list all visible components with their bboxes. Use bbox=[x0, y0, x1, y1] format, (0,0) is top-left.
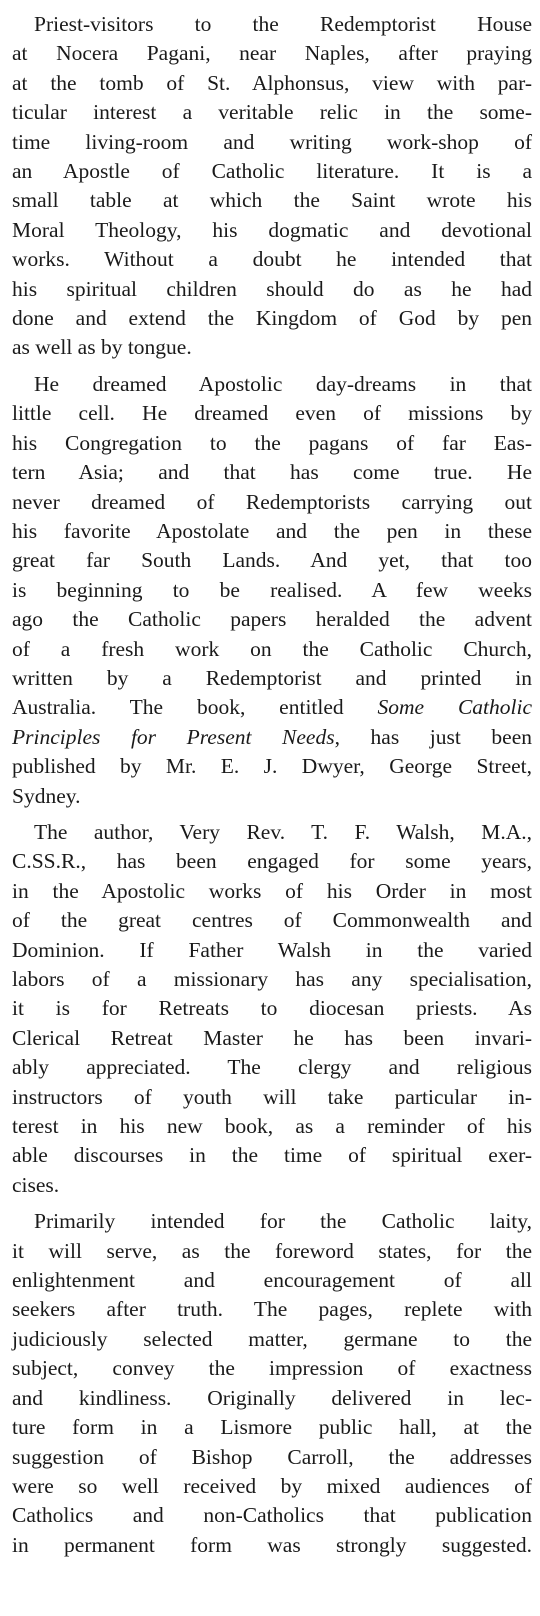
text-line: published by Mr. E. J. Dwyer, George Street, bbox=[12, 754, 532, 779]
book-title-part-2: Principles for Present Needs bbox=[12, 724, 335, 749]
text-line: in the Apostolic works of his Order in most bbox=[12, 878, 532, 903]
text-line: The author, Very Rev. T. F. Walsh, M.A., bbox=[34, 819, 532, 844]
text-fragment: Australia. The book, entitled bbox=[12, 695, 378, 720]
text-line: of the great centres of Commonwealth and bbox=[12, 908, 532, 933]
text-line: enlightenment and encouragement of all bbox=[12, 1268, 532, 1293]
text-line: Priest-visitors to the Redemptorist House bbox=[34, 12, 532, 36]
text-line: his Congregation to the pagans of far Eas- bbox=[12, 430, 532, 455]
text-line: his favorite Apostolate and the pen in these bbox=[12, 518, 532, 543]
text-line: able discourses in the time of spiritual exer- bbox=[12, 1143, 532, 1168]
text-line: Primarily intended for the Catholic laity, bbox=[34, 1209, 532, 1234]
text-line: of a fresh work on the Catholic Church, bbox=[12, 636, 532, 661]
text-line: labors of a missionary has any specialisation, bbox=[12, 967, 532, 991]
text-line: his spiritual children should do as he had bbox=[12, 276, 532, 301]
text-line: cises. bbox=[12, 1172, 60, 1197]
text-line: He dreamed Apostolic day-dreams in that bbox=[34, 371, 532, 396]
text-line: instructors of youth will take particular in- bbox=[12, 1084, 532, 1109]
text-line-with-title bbox=[12, 693, 532, 722]
text-line: and kindliness. Originally delivered in lec- bbox=[12, 1385, 532, 1410]
text-line: small table at which the Saint wrote his bbox=[12, 188, 532, 213]
text-line: is beginning to be realised. A few weeks bbox=[12, 577, 532, 602]
text-line: time living-room and writing work-shop of bbox=[12, 129, 532, 154]
text-line: Clerical Retreat Master he has been invari- bbox=[12, 1025, 532, 1050]
text-line: it will serve, as the foreword states, for the bbox=[12, 1238, 532, 1263]
text-line: works. Without a doubt he intended that bbox=[12, 247, 532, 272]
text-line: at the tomb of St. Alphonsus, view with par- bbox=[12, 70, 532, 95]
text-line: at Nocera Pagani, near Naples, after praying bbox=[12, 41, 532, 66]
text-line: ture form in a Lismore public hall, at the bbox=[12, 1415, 532, 1440]
text-line: tern Asia; and that has come true. He bbox=[12, 460, 532, 485]
text-line: subject, convey the impression of exactness bbox=[12, 1356, 532, 1381]
text-line: C.SS.R., has been engaged for some years, bbox=[12, 849, 532, 874]
text-line: were so well received by mixed audiences of bbox=[12, 1473, 532, 1498]
text-line: great far South Lands. And yet, that too bbox=[12, 548, 532, 573]
paragraph-2 bbox=[12, 370, 532, 811]
text-line: little cell. He dreamed even of missions by bbox=[12, 401, 532, 426]
text-line: an Apostle of Catholic literature. It is a bbox=[12, 159, 532, 184]
text-line: ably appreciated. The clergy and religious bbox=[12, 1055, 532, 1080]
text-line: Moral Theology, his dogmatic and devotional bbox=[12, 217, 532, 242]
book-title-part-1: Some Catholic bbox=[377, 695, 532, 720]
text-line: written by a Redemptorist and printed in bbox=[12, 665, 532, 690]
text-line: judiciously selected matter, germane to the bbox=[12, 1326, 532, 1351]
text-line: as well as by tongue. bbox=[12, 335, 192, 360]
paragraph-1 bbox=[12, 10, 532, 363]
text-line: suggestion of Bishop Carroll, the addresses bbox=[12, 1444, 532, 1469]
text-line: seekers after truth. The pages, replete with bbox=[12, 1297, 532, 1322]
text-fragment: , has just been bbox=[334, 724, 533, 749]
text-line: Dominion. If Father Walsh in the varied bbox=[12, 937, 532, 962]
paragraph-4 bbox=[12, 1207, 532, 1560]
text-line: done and extend the Kingdom of God by pen bbox=[12, 306, 532, 331]
text-line: Catholics and non-Catholics that publication bbox=[12, 1503, 532, 1528]
text-line: ticular interest a veritable relic in the some- bbox=[12, 100, 532, 125]
text-line: in permanent form was strongly suggested. bbox=[12, 1532, 532, 1557]
paragraph-3 bbox=[12, 818, 532, 1200]
text-line: never dreamed of Redemptorists carrying out bbox=[12, 489, 532, 514]
text-line-with-title bbox=[12, 723, 532, 752]
text-line: terest in his new book, as a reminder of his bbox=[12, 1114, 532, 1139]
text-line: it is for Retreats to diocesan priests. As bbox=[12, 996, 532, 1021]
text-line: Sydney. bbox=[12, 783, 81, 808]
text-line: ago the Catholic papers heralded the advent bbox=[12, 607, 532, 632]
